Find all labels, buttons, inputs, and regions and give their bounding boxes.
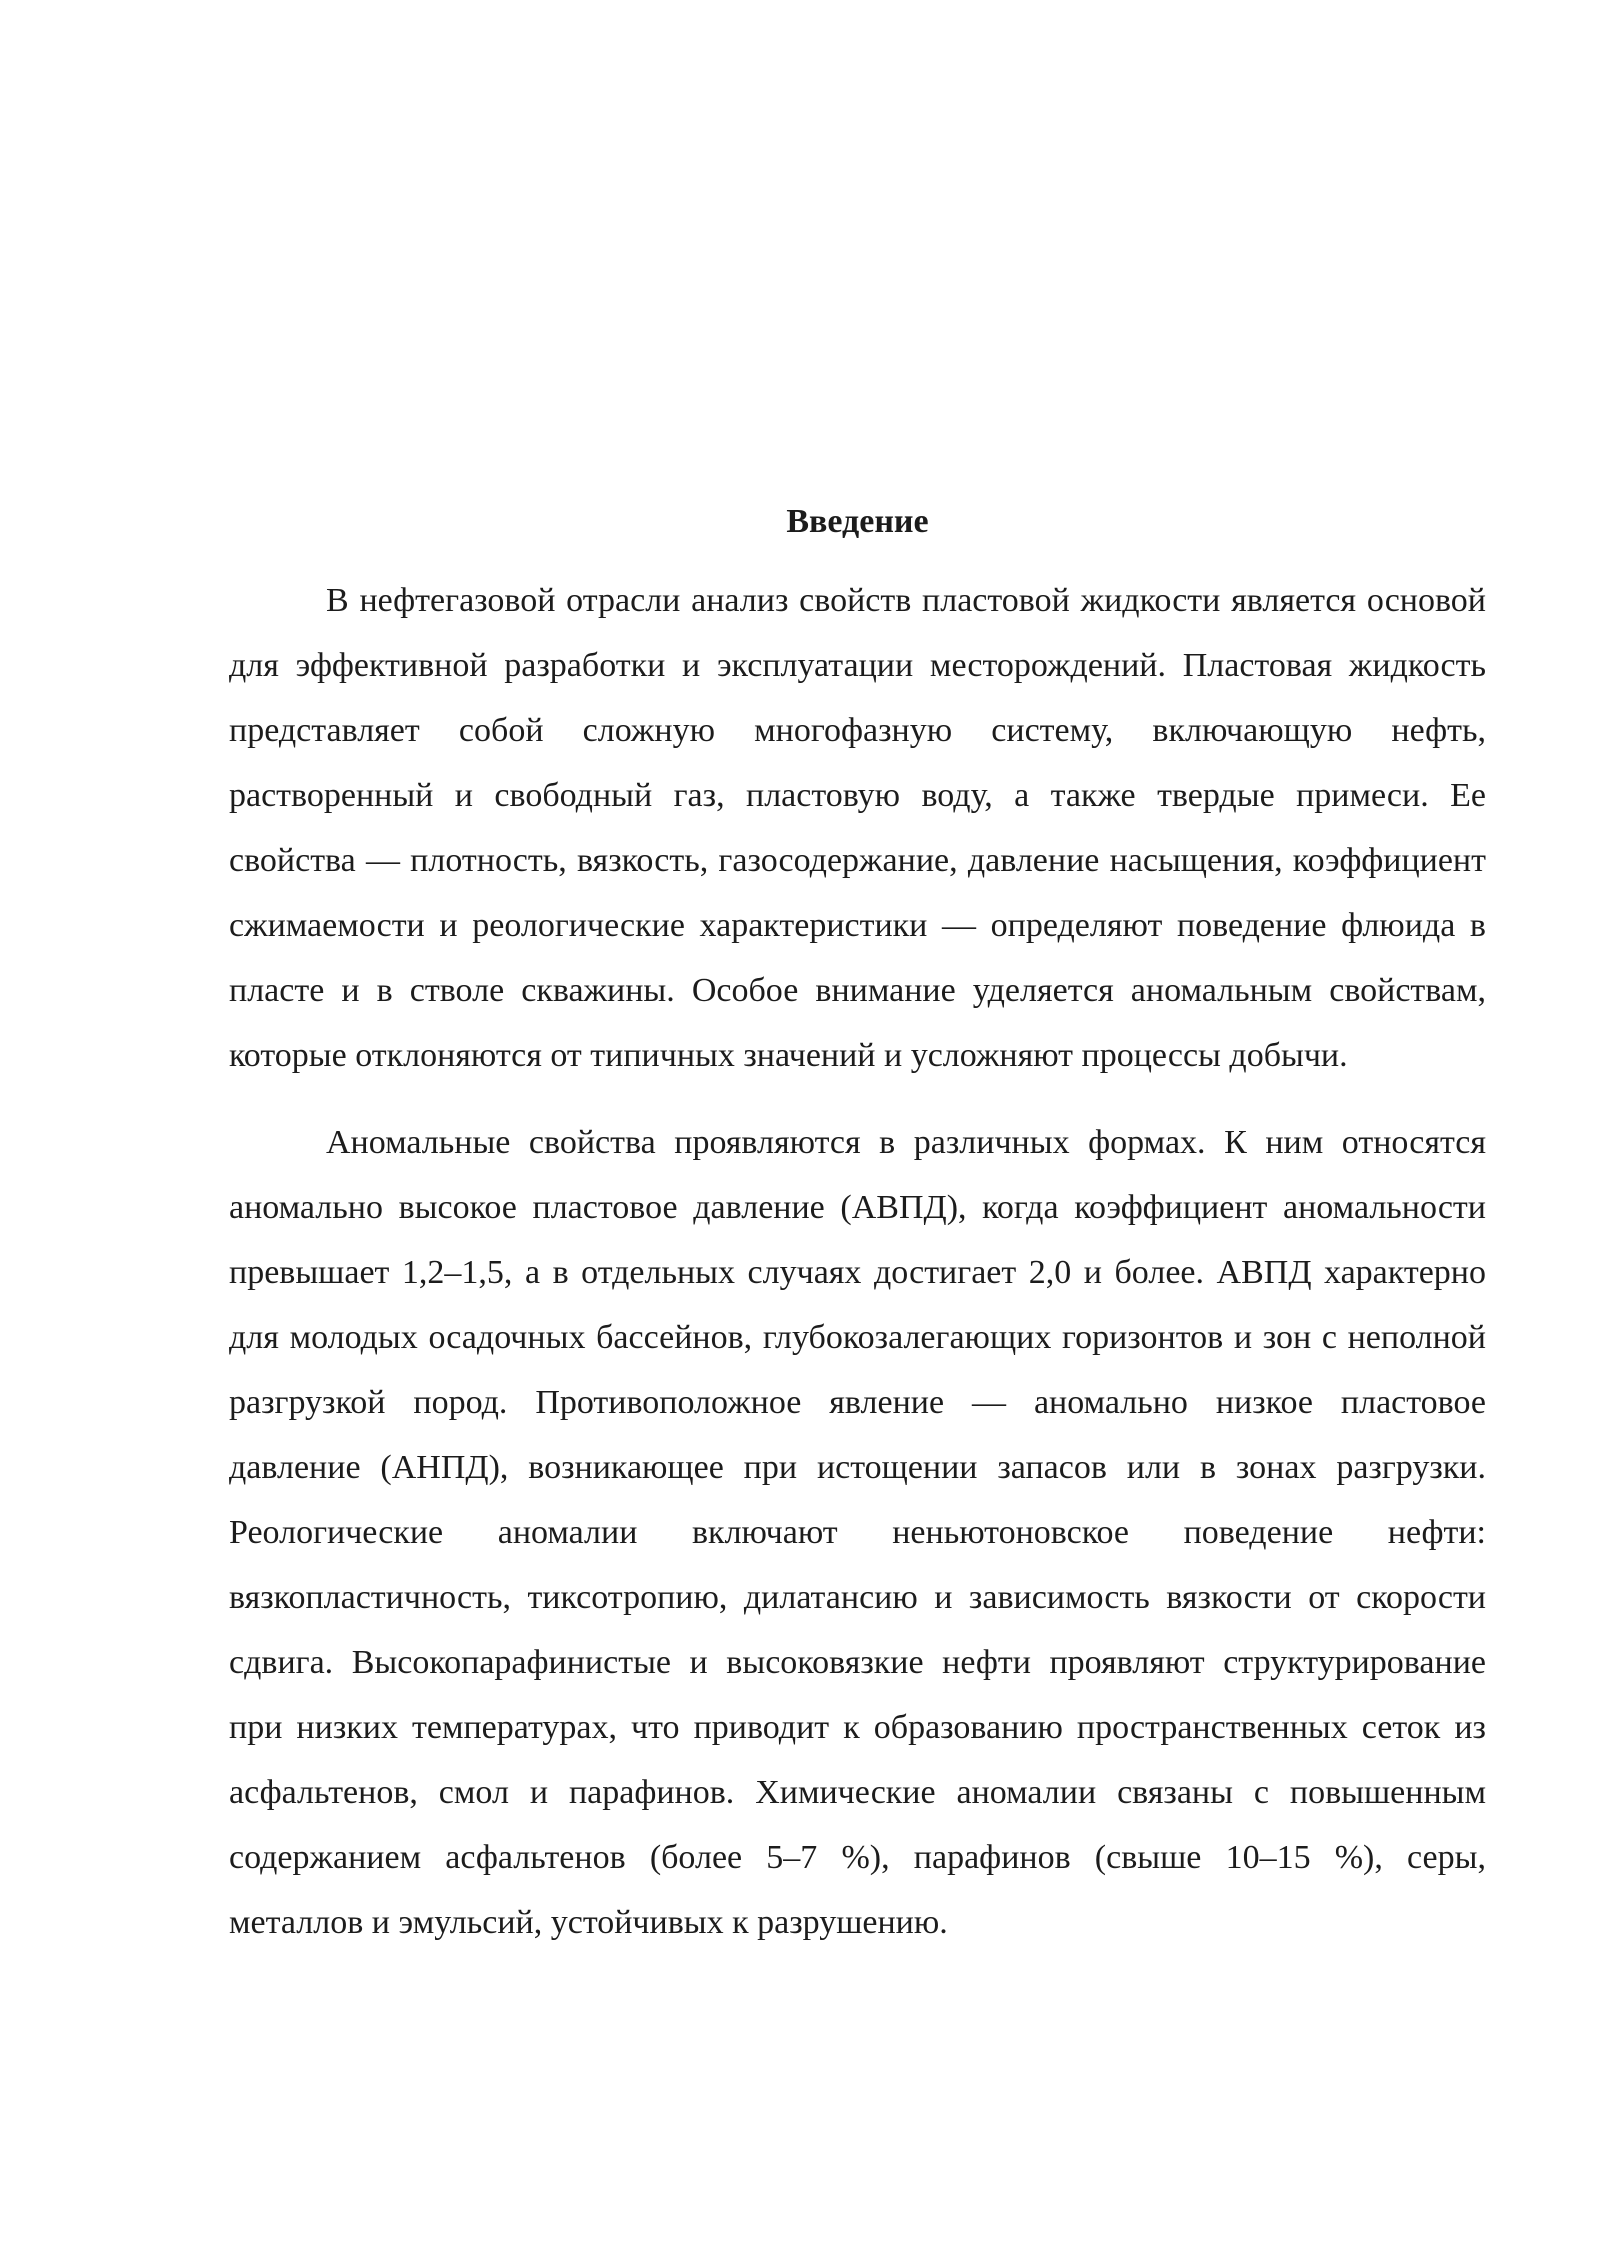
paragraph-2: Аномальные свойства проявляются в различных формах. К ним относятся аномально высокое пластовое давление (АВПД), когда коэффициент аномальности превышает 1,2–1,5, а в отдельных случаях достигает 2,0 и более. АВПД характерно для молодых осадочных бассейнов, глубокозалегающих горизонтов и зон с неполной разгрузкой пород. Противоположное явление — аномально низкое пластовое давление (АНПД), возникающее при истощении запасов или в зонах разгрузки. Реологические аномалии включают неньютоновское поведение нефти: вязкопластичность, тиксотропию, дилатансию и зависимость вязкости от скорости сдвига. Высокопарафинистые и высоковязкие нефти проявляют структурирование при низких температурах, что приводит к образованию пространственных сеток из асфальтенов, смол и парафинов. Химические аномалии связаны с повышенным содержанием асфальтенов (более 5–7 %), парафинов (свыше 10–15 %), серы, металлов и эмульсий, устойчивых к разрушению. xyxy=(229,1124,1486,1941)
page-title: Введение xyxy=(786,503,929,540)
document-body xyxy=(229,493,1486,1955)
paragraph-1: В нефтегазовой отрасли анализ свойств пластовой жидкости является основой для эффективной разработки и эксплуатации месторождений. Пластовая жидкость представляет собой сложную многофазную систему, включающую нефть, растворенный и свободный газ, пластовую воду, а также твердые примеси. Ее свойства — плотность, вязкость, газосодержание, давление насыщения, коэффициент сжимаемости и реологические характеристики — определяют поведение флюида в пласте и в стволе скважины. Особое внимание уделяется аномальным свойствам, которые отклоняются от типичных значений и усложняют процессы добычи. xyxy=(229,582,1486,1074)
